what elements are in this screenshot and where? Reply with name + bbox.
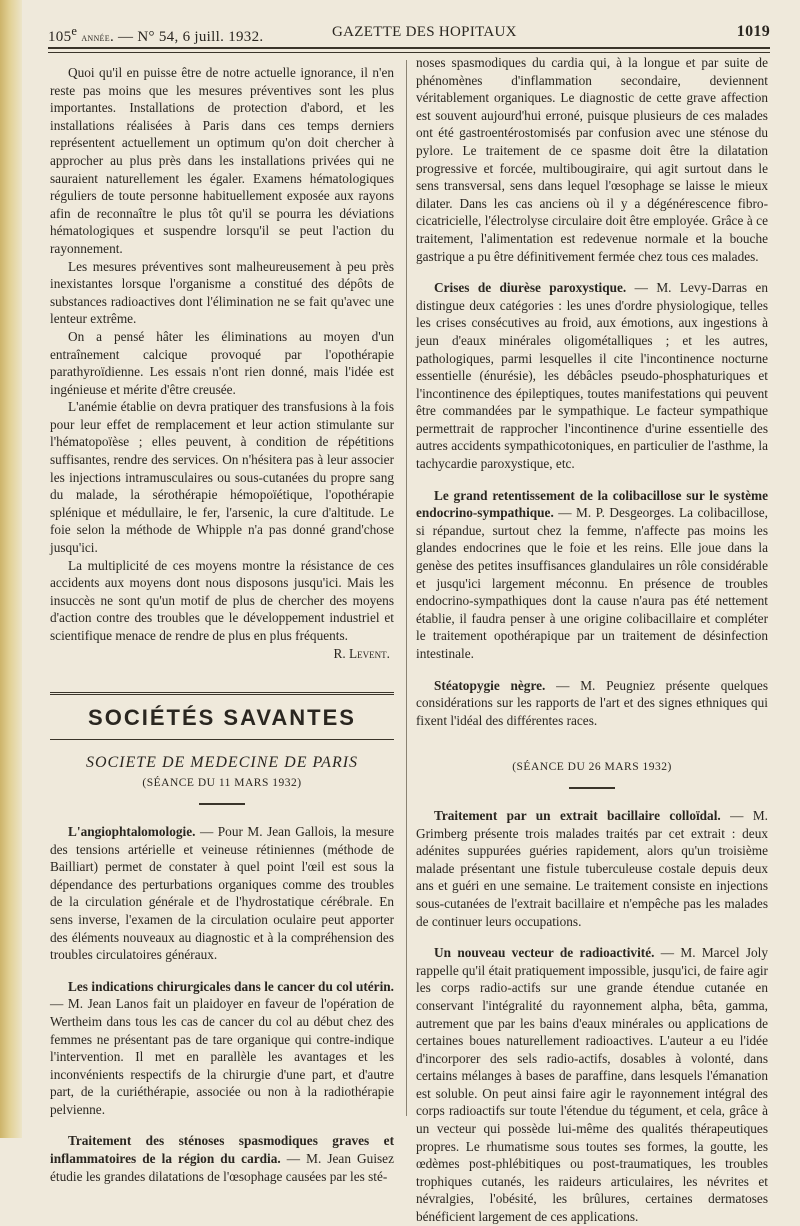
- header-rule-thin: [48, 52, 770, 53]
- page-binding-edge: [0, 0, 22, 1138]
- article-entry: [50, 1132, 394, 1185]
- journal-title: GAZETTE DES HOPITAUX: [332, 24, 517, 40]
- left-column: [50, 64, 394, 1185]
- entry-title: Traitement des sténoses spasmodiques graves et inflammatoires de la région du cardia.: [50, 1133, 394, 1167]
- section-rule: [50, 692, 394, 695]
- paragraph: Quoi qu'il en puisse être de notre actuelle ignorance, il n'en reste pas moins que les mesures préventives sont les plus importantes. Installations de protection d'abord, et les installations réalisées à Paris dans ces temps derniers représentent actuellement un optimum qu'on doit chercher à approcher au plus près dans les installations privées qui ne sauraient naturellement les égaler. Examens hématologiques réguliers de toute personne habituellement exposée aux rayons afin de reconnaître le plus tôt qu'il se pourra les déviations hématologiques et suspendre lorsqu'il se peut l'action du rayonnement.: [50, 65, 394, 256]
- entry-body: — M. P. Desgeorges. La colibacillose, si répandue, surtout chez la femme, n'affecte pas moins les glandes endocrines que le foie et les reins. Elle joue dans la genèse des petites insuffisances glandulaires un rôle considérable et jusqu'ici largement méconnu. En présence de troubles endocrino-sympathiques dont la cause n'aura pas été nettement établie, il faudra penser à une origine colibacillaire et compléter le traitement opothérapique par un traitement de désinfection intestinale.: [416, 505, 768, 661]
- article-entry: [50, 823, 394, 964]
- entry-body: — M. Grimberg présente trois malades traités par cet extrait : deux adénites suppurées guéries rapidement, alors qu'un troisième malade présentant une fistule tuberculeuse costale depuis deux ans et guéri en une semaine. Le traitement consiste en injections sous-cutanées de l'extrait bacillaire et n'empêche pas les malades de continuer leurs occupations.: [416, 807, 768, 929]
- short-rule: [199, 803, 245, 805]
- entry-body: — M. Jean Lanos fait un plaidoyer en faveur de l'opération de Wertheim dans tous les cas de cancer du col au début chez des femmes ne présentant pas de tare organique qui contre-indique l'intervention. Il met en parallèle les avantages et les inconvénients respectifs de la chirurgie d'une part, et d'autre part, de la curiéthérapie, associée ou non à la radiothérapie pelvienne.: [50, 996, 394, 1117]
- paragraph: La multiplicité de ces moyens montre la résistance de ces accidents aux moyens dont nous disposons jusqu'ici. Mais les insuccès ne sont qu'un motif de plus de chercher des moyens d'action contre des troubles que le développement industriel et scientifique menace de rendre de plus en plus fréquents.: [50, 557, 394, 643]
- article-entry: [416, 279, 768, 473]
- paragraph: L'anémie établie on devra pratiquer des transfusions à la fois pour leur effet de remplacement et leur action stimulante sur l'hématopoïèse ; elles peuvent, à condition de répétitions suffisantes, rendre des services. On n'hésitera pas à leur associer les injections intramusculaires ou sous-cutanées du propre sang du malade, la sérothérapie hémopoïétique, l'opothérapie splénique et médullaire, le fer, l'arsenic, la cure d'altitude. Le foie selon la méthode de Whipple n'a pas donné grand'chose jusqu'ici.: [50, 399, 394, 556]
- short-rule: [569, 787, 615, 789]
- entry-title: Traitement par un extrait bacillaire colloïdal.: [434, 807, 721, 823]
- right-column: [416, 54, 768, 1226]
- article-entry: [416, 944, 768, 1226]
- session-date: (SÉANCE DU 26 MARS 1932): [512, 761, 672, 774]
- entry-title: Crises de diurèse paroxystique.: [434, 280, 627, 296]
- entry-body: — M. Peugniez présente quelques considérations sur les rapports de l'art et des signes ethniques qui fixent l'idéal des différentes races.: [416, 677, 768, 728]
- entry-body: — Pour M. Jean Gallois, la mesure des tensions artérielle et veineuse rétiniennes (méthode de Bailliart) permet de constater à quel point l'œil est sous la dépendance des perturbations organiques comme des troubles de la circulation générale et de l'hydrostatique cérébrale. En sens inverse, l'examen de la circulation oculaire peut apporter des éléments nouveaux au diagnostic et à la compréhension des troubles circulatoires généraux.: [50, 823, 394, 963]
- entry-title: Les indications chirurgicales dans le cancer du col utérin.: [68, 978, 394, 994]
- paragraph: On a pensé hâter les éliminations au moyen d'un entraînement calcique provoqué par l'opothérapie parathyroïdienne. Les essais n'ont rien donné, mais l'idée est ingénieuse et mérite d'être creusée.: [50, 328, 394, 397]
- entry-body: — M. Jean Guisez étudie les grandes dilatations de l'œsophage causées par les sté-: [50, 1151, 394, 1184]
- article-entry: [416, 807, 768, 930]
- paragraph: Les mesures préventives sont malheureusement à peu près inexistantes lorsque l'organisme a constitué des dépôts de substances radioactives dont l'élimination ne se fait qu'avec une lenteur extrême.: [50, 258, 394, 327]
- column-divider: [406, 60, 407, 1116]
- entry-title: Un nouveau vecteur de radioactivité.: [434, 945, 655, 961]
- issue-info: 105e année. — N° 54, 6 juill. 1932.: [48, 24, 264, 45]
- article-entry: [416, 487, 768, 663]
- entry-body: — M. Marcel Joly rappelle qu'il était pratiquement impossible, jusqu'ici, de faire agir les corps radio-actifs sur une grande étendue cutanée en conservant l'intégralité du rayonnement alpha, bêta, gamma, autrement que par les bains d'eaux minérales ou applications de certaines boues naturellement radioactives. L'auteur a eu l'idée d'incorporer des sels radio-actifs, dosables à volonté, dans certains mélanges à bases de paraffine, dans lesquels l'émanation est soluble. On peut ainsi faire agir le rayonnement intégral des corps radioactifs sur toute l'étendue du tégument, et cela, grâce à un vecteur qui possède lui-même des qualités thérapeutiques propres. Le rhumatisme sous toutes ses formes, la goutte, les œdèmes post-phlébitiques ou post-traumatiques, les troubles trophiques cutanés, les raideurs articulaires, les névrites et névralgies, l'obésité, les brûlures, certaines dermatoses bénéficient largement de ces applications.: [416, 945, 769, 1225]
- section-rule-thin: [50, 739, 394, 740]
- article-entry: [416, 677, 768, 730]
- session-date: (SÉANCE DU 11 MARS 1932): [142, 777, 302, 790]
- paragraph: noses spasmodiques du cardia qui, à la longue et par suite de phénomènes d'inflammation secondaire, deviennent véritablement organiques. Le diagnostic de cette grave affection est souvent aujourd'hui erroné, puisque plusieurs de ces malades ont été gastroentérostomisés par confusion avec une sténose du pylore. Le traitement de ce spasme doit être la dilatation progressive et forcée, multibougiraire, qui agit surtout dans le sens transversal, sens dans lequel l'œsophage se laisse le mieux dilater. Dans les cas anciens où il y a dégénérescence fibro-cicatricielle, l'électrolyse circulaire doit être employée. Grâce à ce traitement, l'alimentation est redevenue normale et la bouche gastrique a pu être définitivement fermée chez tous ces malades.: [416, 55, 768, 264]
- entry-body: — M. Levy-Darras en distingue deux catégories : les unes d'ordre physiologique, telles les crises consécutives au froid, aux émotions, aux ingestions à jeun d'eaux minérales oligométalliques ; et les autres, pathologiques, parmi lesquelles il cite l'incontinence nocturne essentielle (énurésie), les débâcles pseudo-phosphaturiques et l'incontinence des épileptiques, toutes manifestations qui peuvent être commandées par le sympathique. Le facteur sympathique permettrait de rapprocher l'incontinence d'urine essentielle des autres accidents sympathicotoniques, en particulier de l'asthme, la tachycardie paroxystique, etc.: [416, 280, 768, 472]
- header-rule: [48, 47, 770, 49]
- entry-title: Stéatopygie nègre.: [434, 677, 546, 693]
- society-title: SOCIETE DE MEDECINE DE PARIS: [85, 753, 359, 771]
- page-header: [48, 20, 770, 46]
- author-signature: R. Levent.: [333, 645, 390, 661]
- article-entry: [50, 978, 394, 1119]
- section-title: SOCIÉTÉS SAVANTES: [88, 705, 356, 731]
- entry-title: L'angiophtalomologie.: [68, 823, 196, 839]
- page-number: 1019: [736, 23, 770, 40]
- entry-title: Le grand retentissement de la colibacillose sur le système endocrino-sympathique.: [416, 487, 768, 521]
